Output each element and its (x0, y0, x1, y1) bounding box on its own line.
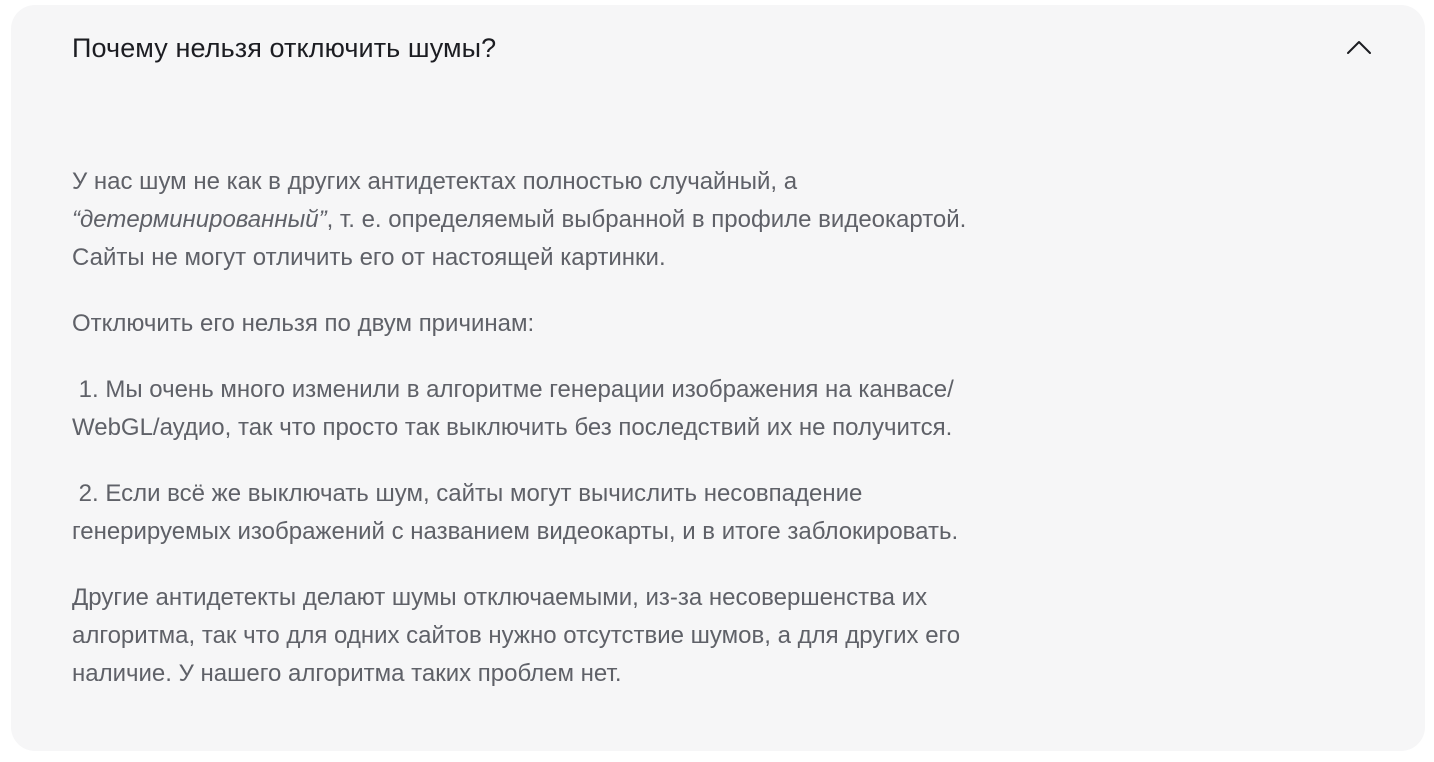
answer-text: , т. е. определяемый выбранной в профиле видеокартой. (326, 206, 967, 233)
answer-paragraph-intro (72, 163, 1132, 277)
answer-reason-2 (72, 475, 1132, 551)
faq-item (11, 5, 1425, 751)
answer-line (72, 201, 1132, 239)
answer-line: 2. Если всё же выключать шум, сайты могут вычислить несовпадение (72, 480, 863, 507)
chevron-up-icon[interactable] (1345, 37, 1373, 57)
faq-question[interactable]: Почему нельзя отключить шумы? (72, 33, 497, 63)
answer-line: наличие. У нашего алгоритма таких проблем нет. (72, 660, 622, 687)
answer-reason-1 (72, 371, 1132, 447)
answer-line: 1. Мы очень много изменили в алгоритме генерации изображения на канвасе/ (72, 376, 954, 403)
answer-line: WebGL/аудио, так что просто так выключить без последствий их не получится. (72, 414, 953, 441)
answer-paragraph-conclusion (72, 579, 1132, 693)
answer-line: У нас шум не как в других антидетектах полностью случайный, а (72, 168, 798, 195)
answer-line: генерируемых изображений с названием видеокарты, и в итоге заблокировать. (72, 518, 959, 545)
answer-line: Другие антидетекты делают шумы отключаемыми, из-за несовершенства их (72, 584, 928, 611)
answer-line: алгоритма, так что для одних сайтов нужно отсутствие шумов, а для других его (72, 622, 961, 649)
answer-line: Сайты не могут отличить его от настоящей картинки. (72, 244, 666, 271)
faq-item-header[interactable] (11, 5, 1425, 95)
emphasis-term: “детерминированный” (72, 206, 327, 233)
answer-paragraph-reasons-intro: Отключить его нельзя по двум причинам: (72, 310, 535, 337)
faq-answer (72, 163, 1132, 693)
